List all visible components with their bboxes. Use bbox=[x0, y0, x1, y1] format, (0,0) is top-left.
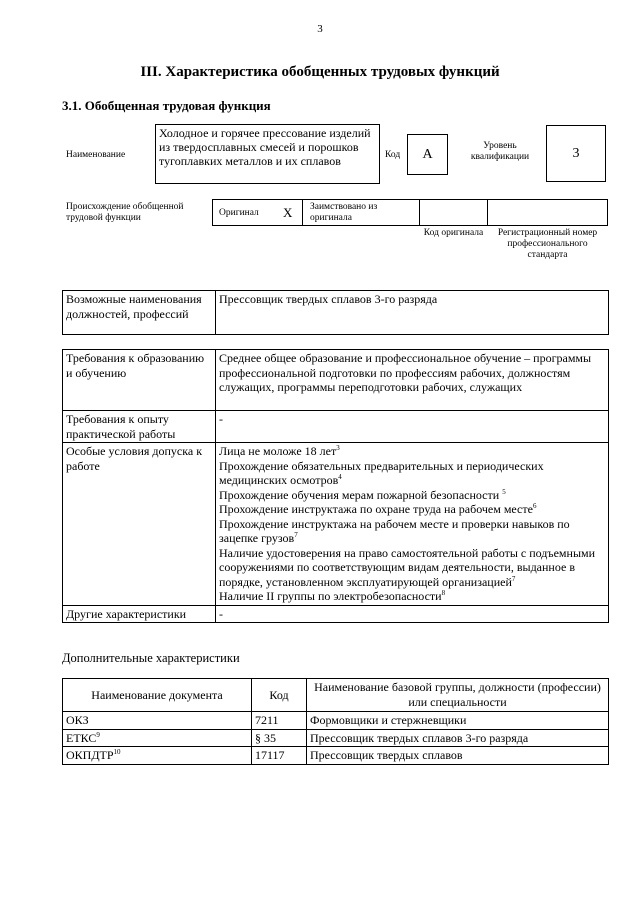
positions-value: Прессовщик твердых сплавов 3-го разряда bbox=[216, 291, 609, 335]
code-value-box: А bbox=[407, 134, 448, 175]
conditions-label: Особые условия допуска к работе bbox=[63, 443, 216, 606]
other-value: - bbox=[216, 605, 609, 623]
name-cell: Прессовщик твердых сплавов bbox=[307, 747, 609, 765]
conditions-list bbox=[216, 443, 609, 606]
table-row bbox=[63, 350, 609, 411]
borrowed-cell bbox=[302, 199, 420, 226]
origin-label: Происхождение обобщенной трудовой функции bbox=[66, 202, 184, 223]
table-row bbox=[63, 605, 609, 623]
doc-cell: ОКПДТР$^{10}$ bbox=[63, 747, 252, 765]
condition-item: Лица не моложе 18 лет$^3$ bbox=[219, 444, 340, 458]
table-row bbox=[63, 411, 609, 443]
condition-item: Прохождение обучения мерам пожарной безопасности $^5$ bbox=[219, 487, 506, 502]
section-title: III. Характеристика обобщенных трудовых функций bbox=[140, 64, 500, 80]
reg-number-cell bbox=[487, 199, 608, 226]
positions-table bbox=[62, 290, 609, 335]
condition-item: Прохождение инструктажа по охране труда на рабочем месте$^6$ bbox=[219, 502, 537, 516]
original-cell bbox=[212, 199, 303, 226]
original-code-cell bbox=[419, 199, 488, 226]
condition-item: Наличие удостоверения на право самостоятельной работы с подъемными сооружениями по соответствующим видам деятельности, выданное в порядке, установленном эксплуатирующей организацией$^7$ bbox=[219, 545, 596, 589]
additional-title: Дополнительные характеристики bbox=[62, 651, 240, 665]
function-name-value: Холодное и горячее прессование изделий из твердосплавных смесей и порошков тугоплавких металлов и их сплавов bbox=[159, 126, 371, 168]
experience-label: Требования к опыту практической работы bbox=[63, 411, 216, 443]
doc-cell: ОКЗ bbox=[63, 712, 252, 730]
education-label: Требования к образованию и обучению bbox=[63, 350, 216, 411]
table-row bbox=[63, 729, 609, 747]
table-header-row bbox=[63, 679, 609, 712]
page-number: 3 bbox=[317, 23, 323, 35]
borrowed-label: Заимствовано из оригинала bbox=[310, 202, 378, 223]
table-row bbox=[63, 712, 609, 730]
condition-item: Прохождение инструктажа на рабочем месте и проверки навыков по зацепке грузов$^7$ bbox=[219, 516, 570, 545]
reg-number-caption: Регистрационный номер профессионального стандарта bbox=[497, 228, 598, 260]
code-cell: 7211 bbox=[252, 712, 307, 730]
requirements-table bbox=[62, 349, 609, 623]
code-cell: 17117 bbox=[252, 747, 307, 765]
additional-table bbox=[62, 678, 609, 765]
code-label: Код bbox=[385, 150, 401, 160]
other-label: Другие характеристики bbox=[63, 605, 216, 623]
name-cell: Формовщики и стержневщики bbox=[307, 712, 609, 730]
header-doc: Наименование документа bbox=[63, 679, 252, 712]
table-row bbox=[63, 747, 609, 765]
name-cell: Прессовщик твердых сплавов 3-го разряда bbox=[307, 729, 609, 747]
subsection-title: 3.1. Обобщенная трудовая функция bbox=[62, 98, 271, 113]
original-code-caption: Код оригинала bbox=[423, 228, 484, 238]
original-mark: X bbox=[283, 205, 293, 220]
table-row bbox=[63, 443, 609, 606]
condition-item: Наличие II группы по электробезопасности$^8$ bbox=[219, 589, 446, 603]
function-name-box bbox=[155, 124, 380, 184]
level-label: Уровень квалификации bbox=[470, 141, 530, 162]
doc-cell: ЕТКС$^9$ bbox=[63, 729, 252, 747]
positions-label: Возможные наименования должностей, профессий bbox=[63, 291, 216, 335]
education-value: Среднее общее образование и профессиональное обучение – программы профессиональной подготовки по профессиям рабочих, должностям служащих, программы переподготовки рабочих, служащих bbox=[216, 350, 609, 411]
name-label: Наименование bbox=[66, 150, 126, 160]
experience-value: - bbox=[216, 411, 609, 443]
code-cell: § 35 bbox=[252, 729, 307, 747]
header-name: Наименование базовой группы, должности (профессии) или специальности bbox=[307, 679, 609, 712]
condition-item: Прохождение обязательных предварительных и периодических медицинских осмотров$^4$ bbox=[219, 458, 544, 487]
header-code: Код bbox=[252, 679, 307, 712]
original-label: Оригинал bbox=[219, 208, 259, 218]
level-value-box: 3 bbox=[546, 125, 606, 182]
table-row bbox=[63, 291, 609, 335]
